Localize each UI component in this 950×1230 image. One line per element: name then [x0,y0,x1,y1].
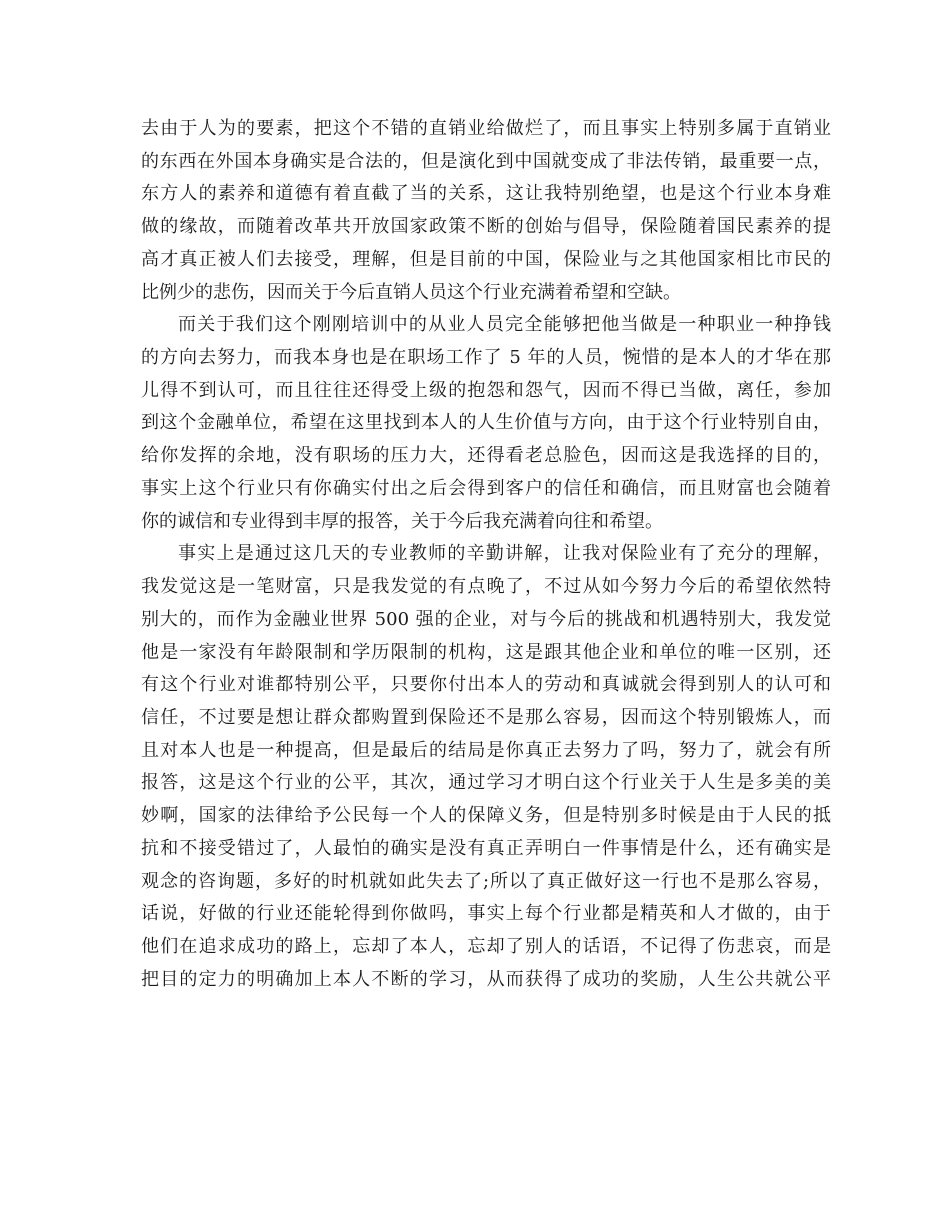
text-line: 话说，好做的行业还能轮得到你做吗，事实上每个行业都是精英和人才做的，由于 [141,903,831,925]
text-line: 的方向去努力，而我本身也是在职场工作了 5 年的人员，惋惜的是本人的才华在那 [141,347,831,369]
paragraph [141,113,831,309]
text-line: 而关于我们这个刚刚培训中的从业人员完全能够把他当做是一种职业一种挣钱 [178,314,831,336]
text-line: 比例少的悲伤，因而关于今后直销人员这个行业充满着希望和空缺。 [141,281,681,303]
text-line: 儿得不到认可，而且往往还得受上级的抱怨和怨气，因而不得已当做，离任，参加 [141,379,831,401]
text-line: 信任，不过要是想让群众都购置到保险还不是那么容易，因而这个特别锻炼人，而 [141,706,831,728]
text-line: 给你发挥的余地，没有职场的压力大，还得看老总脸色，因而这是我选择的目的， [141,445,831,467]
text-line: 妙啊，国家的法律给予公民每一个人的保障义务，但是特别多时候是由于人民的抵 [141,805,831,827]
document-body [141,113,831,996]
text-line: 高才真正被人们去接受，理解，但是目前的中国，保险业与之其他国家相比市民的 [141,248,831,270]
text-line: 去由于人为的要素，把这个不错的直销业给做烂了，而且事实上特别多属于直销业 [141,118,831,139]
paragraph [141,538,831,996]
text-line: 的东西在外国本身确实是合法的，但是演化到中国就变成了非法传销，最重要一点， [141,150,831,172]
text-line: 且对本人也是一种提高，但是最后的结局是你真正去努力了吗，努力了，就会有所 [141,739,831,761]
paragraph [141,309,831,538]
text-line: 他是一家没有年龄限制和学历限制的机构，这是跟其他企业和单位的唯一区别，还 [141,641,831,663]
text-line: 我发觉这是一笔财富，只是我发觉的有点晚了，不过从如今努力今后的希望依然特 [141,576,831,598]
text-line: 把目的定力的明确加上本人不断的学习，从而获得了成功的奖励，人生公共就公平 [141,968,831,990]
text-line: 你的诚信和专业得到丰厚的报答，关于今后我充满着向往和希望。 [141,510,663,532]
text-line: 别大的，而作为金融业世界 500 强的企业，对与今后的挑战和机遇特别大，我发觉 [141,608,831,630]
text-line: 有这个行业对谁都特别公平，只要你付出本人的劳动和真诚就会得到别人的认可和 [141,674,831,696]
text-line: 做的缘故，而随着改革共开放国家政策不断的创始与倡导，保险随着国民素养的提 [141,216,831,238]
text-line: 报答，这是这个行业的公平，其次，通过学习才明白这个行业关于人生是多美的美 [141,772,831,794]
text-line: 到这个金融单位，希望在这里找到本人的人生价值与方向，由于这个行业特别自由， [141,412,831,434]
text-line: 抗和不接受错过了，人最怕的确实是没有真正弄明白一件事情是什么，还有确实是 [141,837,831,859]
text-line: 他们在追求成功的路上，忘却了本人，忘却了别人的话语，不记得了伤悲哀，而是 [141,935,831,957]
text-line: 观念的咨询题，多好的时机就如此失去了;所以了真正做好这一行也不是那么容易， [141,870,831,892]
text-line: 事实上是通过这几天的专业教师的辛勤讲解，让我对保险业有了充分的理解， [178,543,831,565]
text-line: 事实上这个行业只有你确实付出之后会得到客户的信任和确信，而且财富也会随着 [141,477,831,499]
text-line: 东方人的素养和道德有着直截了当的关系，这让我特别绝望，也是这个行业本身难 [141,183,831,205]
